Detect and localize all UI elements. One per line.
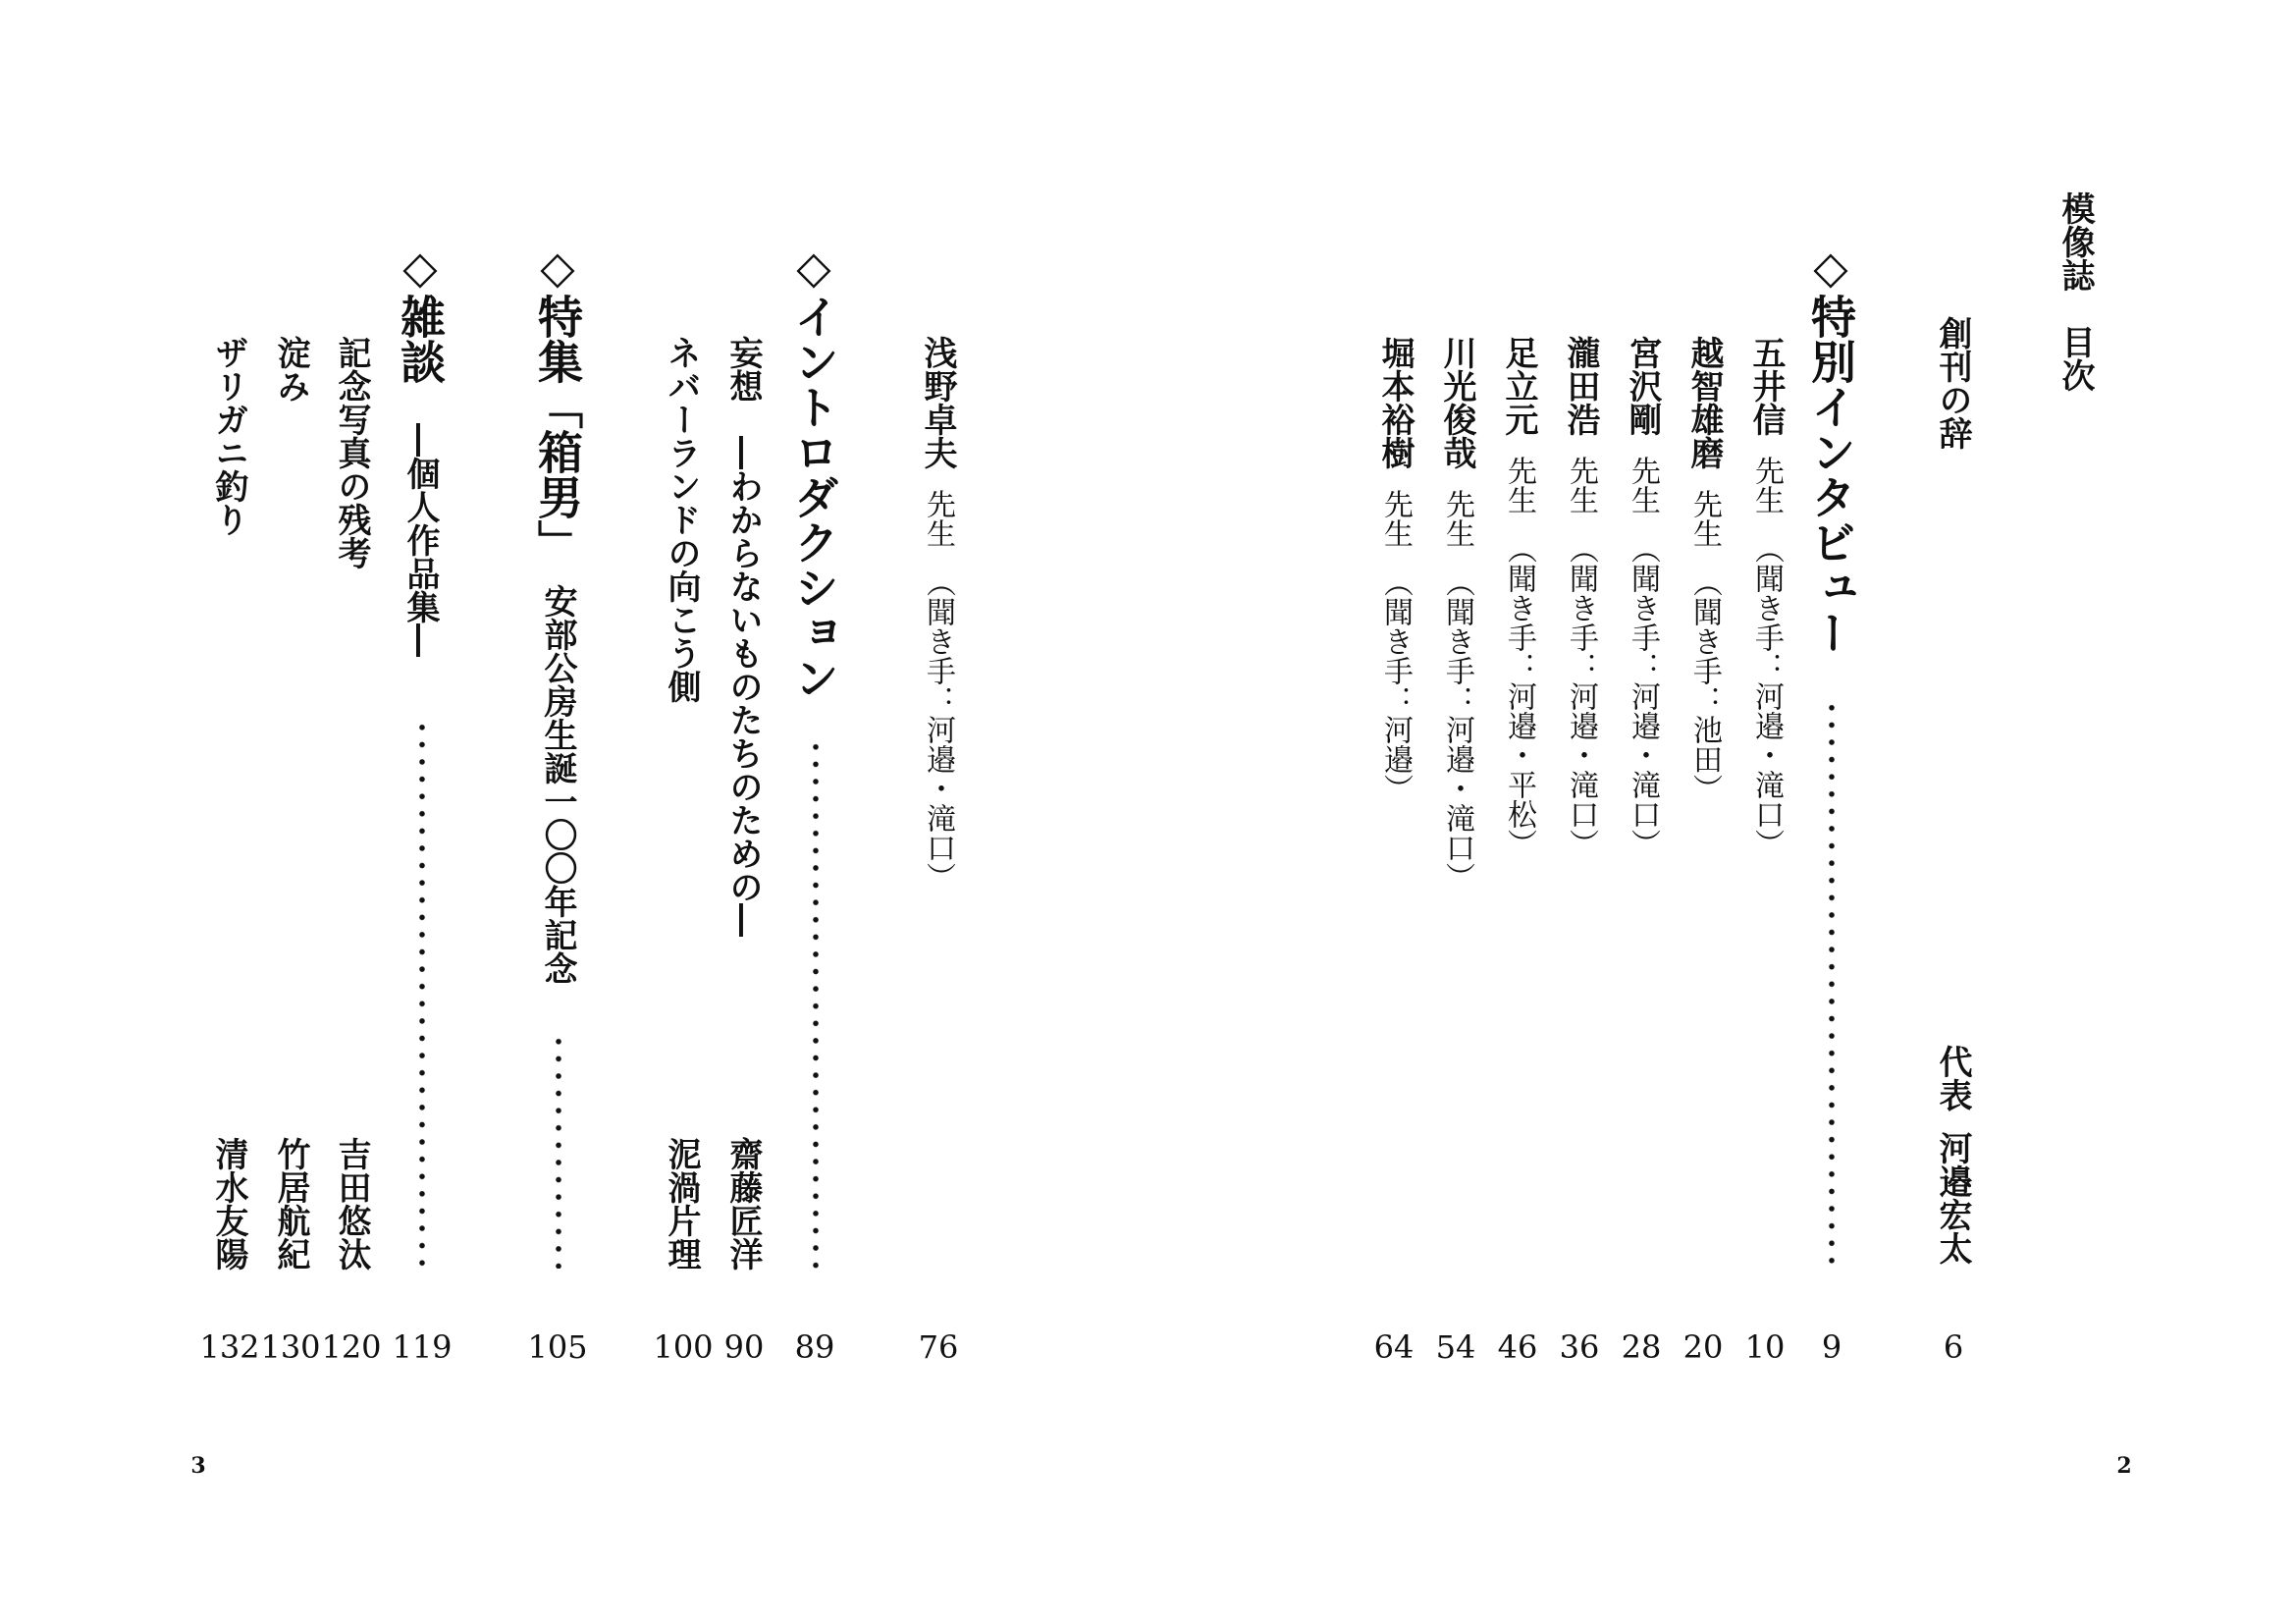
introduction-page: 89: [794, 1328, 835, 1366]
miscellany-page: 119: [392, 1328, 453, 1366]
special-interview-heading: ◇特別インタビュー: [1804, 241, 1857, 655]
leader-dots: [1829, 699, 1835, 1269]
page-number-left: 3: [190, 1453, 206, 1479]
introduction-item-title: 妄想 ―わからないものたちのための―: [723, 336, 763, 937]
miscellany-heading: ◇雑談―個人作品集―: [394, 241, 447, 657]
feature-page: 105: [527, 1328, 588, 1366]
introduction-item-author: 泥渦片理: [662, 1137, 701, 1271]
feature-heading: ◇特集「箱男」安部公房生誕一〇〇年記念: [531, 241, 584, 985]
introduction-item-title: ネバーランドの向こう側: [662, 336, 701, 703]
interview-page: 76: [918, 1328, 959, 1366]
interview-page: 36: [1559, 1328, 1600, 1366]
feature-subtitle: 安部公房生誕一〇〇年記念: [538, 584, 577, 985]
miscellany-item-page: 120: [321, 1328, 382, 1366]
preface-title: 創刊の辞: [1933, 316, 1972, 450]
interview-item: 越智雄磨先生（聞き手：池田）: [1684, 336, 1724, 803]
interview-item: 瀧田浩先生（聞き手：河邉・滝口）: [1561, 336, 1600, 858]
leader-dots: [556, 1033, 561, 1269]
miscellany-item-page: 130: [260, 1328, 321, 1366]
leader-dots: [813, 738, 819, 1269]
interview-page: 20: [1682, 1328, 1724, 1366]
interview-item: 宮沢剛先生（聞き手：河邉・滝口）: [1623, 336, 1662, 858]
leader-dots: [419, 719, 425, 1269]
interview-page: 64: [1373, 1328, 1415, 1366]
miscellany-item-page: 132: [199, 1328, 260, 1366]
special-interview-page: 9: [1821, 1328, 1842, 1366]
miscellany-subtitle: ―個人作品集―: [400, 423, 440, 657]
introduction-heading: ◇イントロダクション: [787, 241, 840, 700]
miscellany-item-author: 竹居航紀: [271, 1137, 310, 1271]
interview-page: 46: [1497, 1328, 1538, 1366]
miscellany-item-title: 淀み: [271, 336, 310, 403]
miscellany-item-title: 記念写真の残考: [332, 336, 371, 569]
miscellany-item-author: 吉田悠汰: [332, 1137, 371, 1271]
introduction-item-author: 齋藤匠洋: [723, 1137, 763, 1271]
introduction-item-page: 100: [653, 1328, 714, 1366]
interview-page: 10: [1744, 1328, 1786, 1366]
interview-page: 28: [1621, 1328, 1662, 1366]
interview-item: 浅野卓夫先生（聞き手：河邉・滝口）: [918, 336, 957, 892]
introduction-item-page: 90: [723, 1328, 765, 1366]
interview-item: 川光俊哉先生（聞き手：河邉・滝口）: [1437, 336, 1476, 892]
preface-role: 代表河邉宏太: [1933, 1045, 1972, 1265]
interview-item: 五井信先生（聞き手：河邉・滝口）: [1746, 336, 1786, 858]
miscellany-item-author: 清水友陽: [209, 1137, 248, 1271]
page-number-right: 2: [2116, 1453, 2132, 1479]
preface-author: 河邉宏太: [1933, 1131, 1972, 1265]
interview-page: 54: [1435, 1328, 1476, 1366]
interview-item: 足立元先生（聞き手：河邉・平松）: [1499, 336, 1538, 858]
preface-page: 6: [1943, 1328, 1964, 1366]
page-title: 模像誌 目次: [2056, 191, 2095, 392]
miscellany-item-title: ザリガニ釣り: [209, 336, 248, 536]
interview-item: 堀本裕樹先生（聞き手：河邉）: [1375, 336, 1415, 803]
